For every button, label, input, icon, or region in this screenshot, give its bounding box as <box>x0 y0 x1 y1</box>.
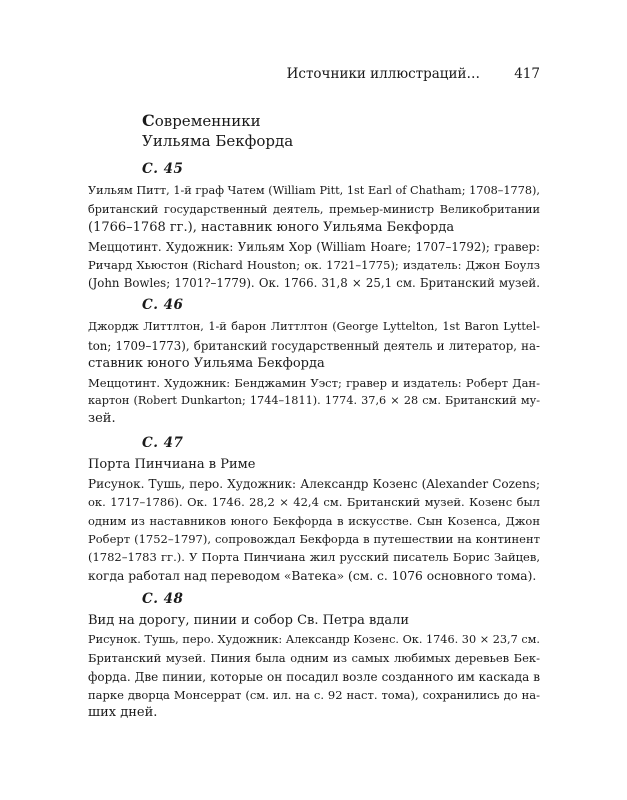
section-title <box>142 111 293 151</box>
entry-text-line: Роберт (1752–1797), сопровождал Бекфорда в путешествии на континент <box>88 532 540 547</box>
entry-page-46 <box>88 296 540 429</box>
entry-text-line: картон (Robert Dunkarton; 1744–1811). 1774. 37,6 × 28 см. Британский му- <box>88 394 540 408</box>
entry-page-ref: С. 45 <box>142 161 184 177</box>
entry-text-line: Джордж Литтлтон, 1-й барон Литтлтон (George Lyttelton, 1st Baron Lyttel- <box>88 320 540 334</box>
running-head <box>88 64 540 84</box>
entry-text-line: Ричард Хьюстон (Richard Houston; ок. 1721–1775); издатель: Джон Боулз <box>88 258 540 273</box>
entry-text-line: (John Bowles; 1701?–1779). Ок. 1766. 31,8 × 25,1 см. Британский музей. <box>88 276 540 291</box>
section-title-rest: овременники <box>154 112 261 130</box>
entry-page-48 <box>88 590 540 723</box>
entry-text-line: Меццотинт. Художник: Уильям Хор (William Hoare; 1707–1792); гравер: <box>88 239 540 254</box>
entry-text-line: ок. 1717–1786). Ок. 1746. 28,2 × 42,4 см. Британский музей. Козенс был <box>88 495 540 510</box>
page-number: 417 <box>514 66 540 82</box>
entry-text-line: когда работал над переводом «Ватека» (см. с. 1076 основного тома). <box>88 568 537 583</box>
entry-text-line: Рисунок. Тушь, перо. Художник: Александр Козенс (Alexander Cozens; <box>88 476 540 491</box>
section-title-line-2: Уильяма Бекфорда <box>142 132 294 150</box>
entry-text-line: (1766–1768 гг.), наставник юного Уильяма Бекфорда <box>88 220 455 236</box>
entry-page-ref: С. 48 <box>142 591 184 607</box>
section-title-initial: С <box>142 111 155 130</box>
entry-page-ref: С. 46 <box>142 297 184 313</box>
entry-text-line: ших дней. <box>88 705 158 721</box>
entry-text-line: Британский музей. Пиния была одним из самых любимых деревьев Бек- <box>88 651 540 666</box>
entry-text-line: форда. Две пинии, которые он посадил возле созданного им каскада в <box>88 669 540 684</box>
entry-text-line: (1782–1783 гг.). У Порта Пинчиана жил русский писатель Борис Зайцев, <box>88 550 540 565</box>
entry-text-line: Уильям Питт, 1-й граф Чатем (William Pitt, 1st Earl of Chatham; 1708–1778), <box>88 184 540 198</box>
entry-text-line: Рисунок. Тушь, перо. Художник: Александр Козенс. Ок. 1746. 30 × 23,7 см. <box>88 632 540 646</box>
section-title-line-1 <box>142 111 293 131</box>
entry-text-line: ton; 1709–1773), британский государственный деятель и литератор, на- <box>88 338 540 353</box>
running-title: Источники иллюстраций… <box>286 66 480 82</box>
entry-text-line: одним из наставников юного Бекфорда в искусстве. Сын Козенса, Джон <box>88 513 540 528</box>
entry-text-line: Меццотинт. Художник: Бенджамин Уэст; гравер и издатель: Роберт Дан- <box>88 375 540 390</box>
entry-page-45 <box>88 160 540 293</box>
entry-text-line: британский государственный деятель, премьер-министр Великобритании <box>88 202 540 216</box>
entry-page-ref: С. 47 <box>142 435 184 451</box>
entry-text-line: Вид на дорогу, пинии и собор Св. Петра вдали <box>88 613 410 629</box>
entry-page-47 <box>88 434 540 585</box>
entry-text-line: парке дворца Монсеррат (см. ил. на с. 92 наст. тома), сохранились до на- <box>88 688 540 703</box>
entry-text-line: зей. <box>88 411 116 427</box>
entry-text-line: Порта Пинчиана в Риме <box>88 457 256 473</box>
entry-text-line: ставник юного Уильяма Бекфорда <box>88 356 325 372</box>
